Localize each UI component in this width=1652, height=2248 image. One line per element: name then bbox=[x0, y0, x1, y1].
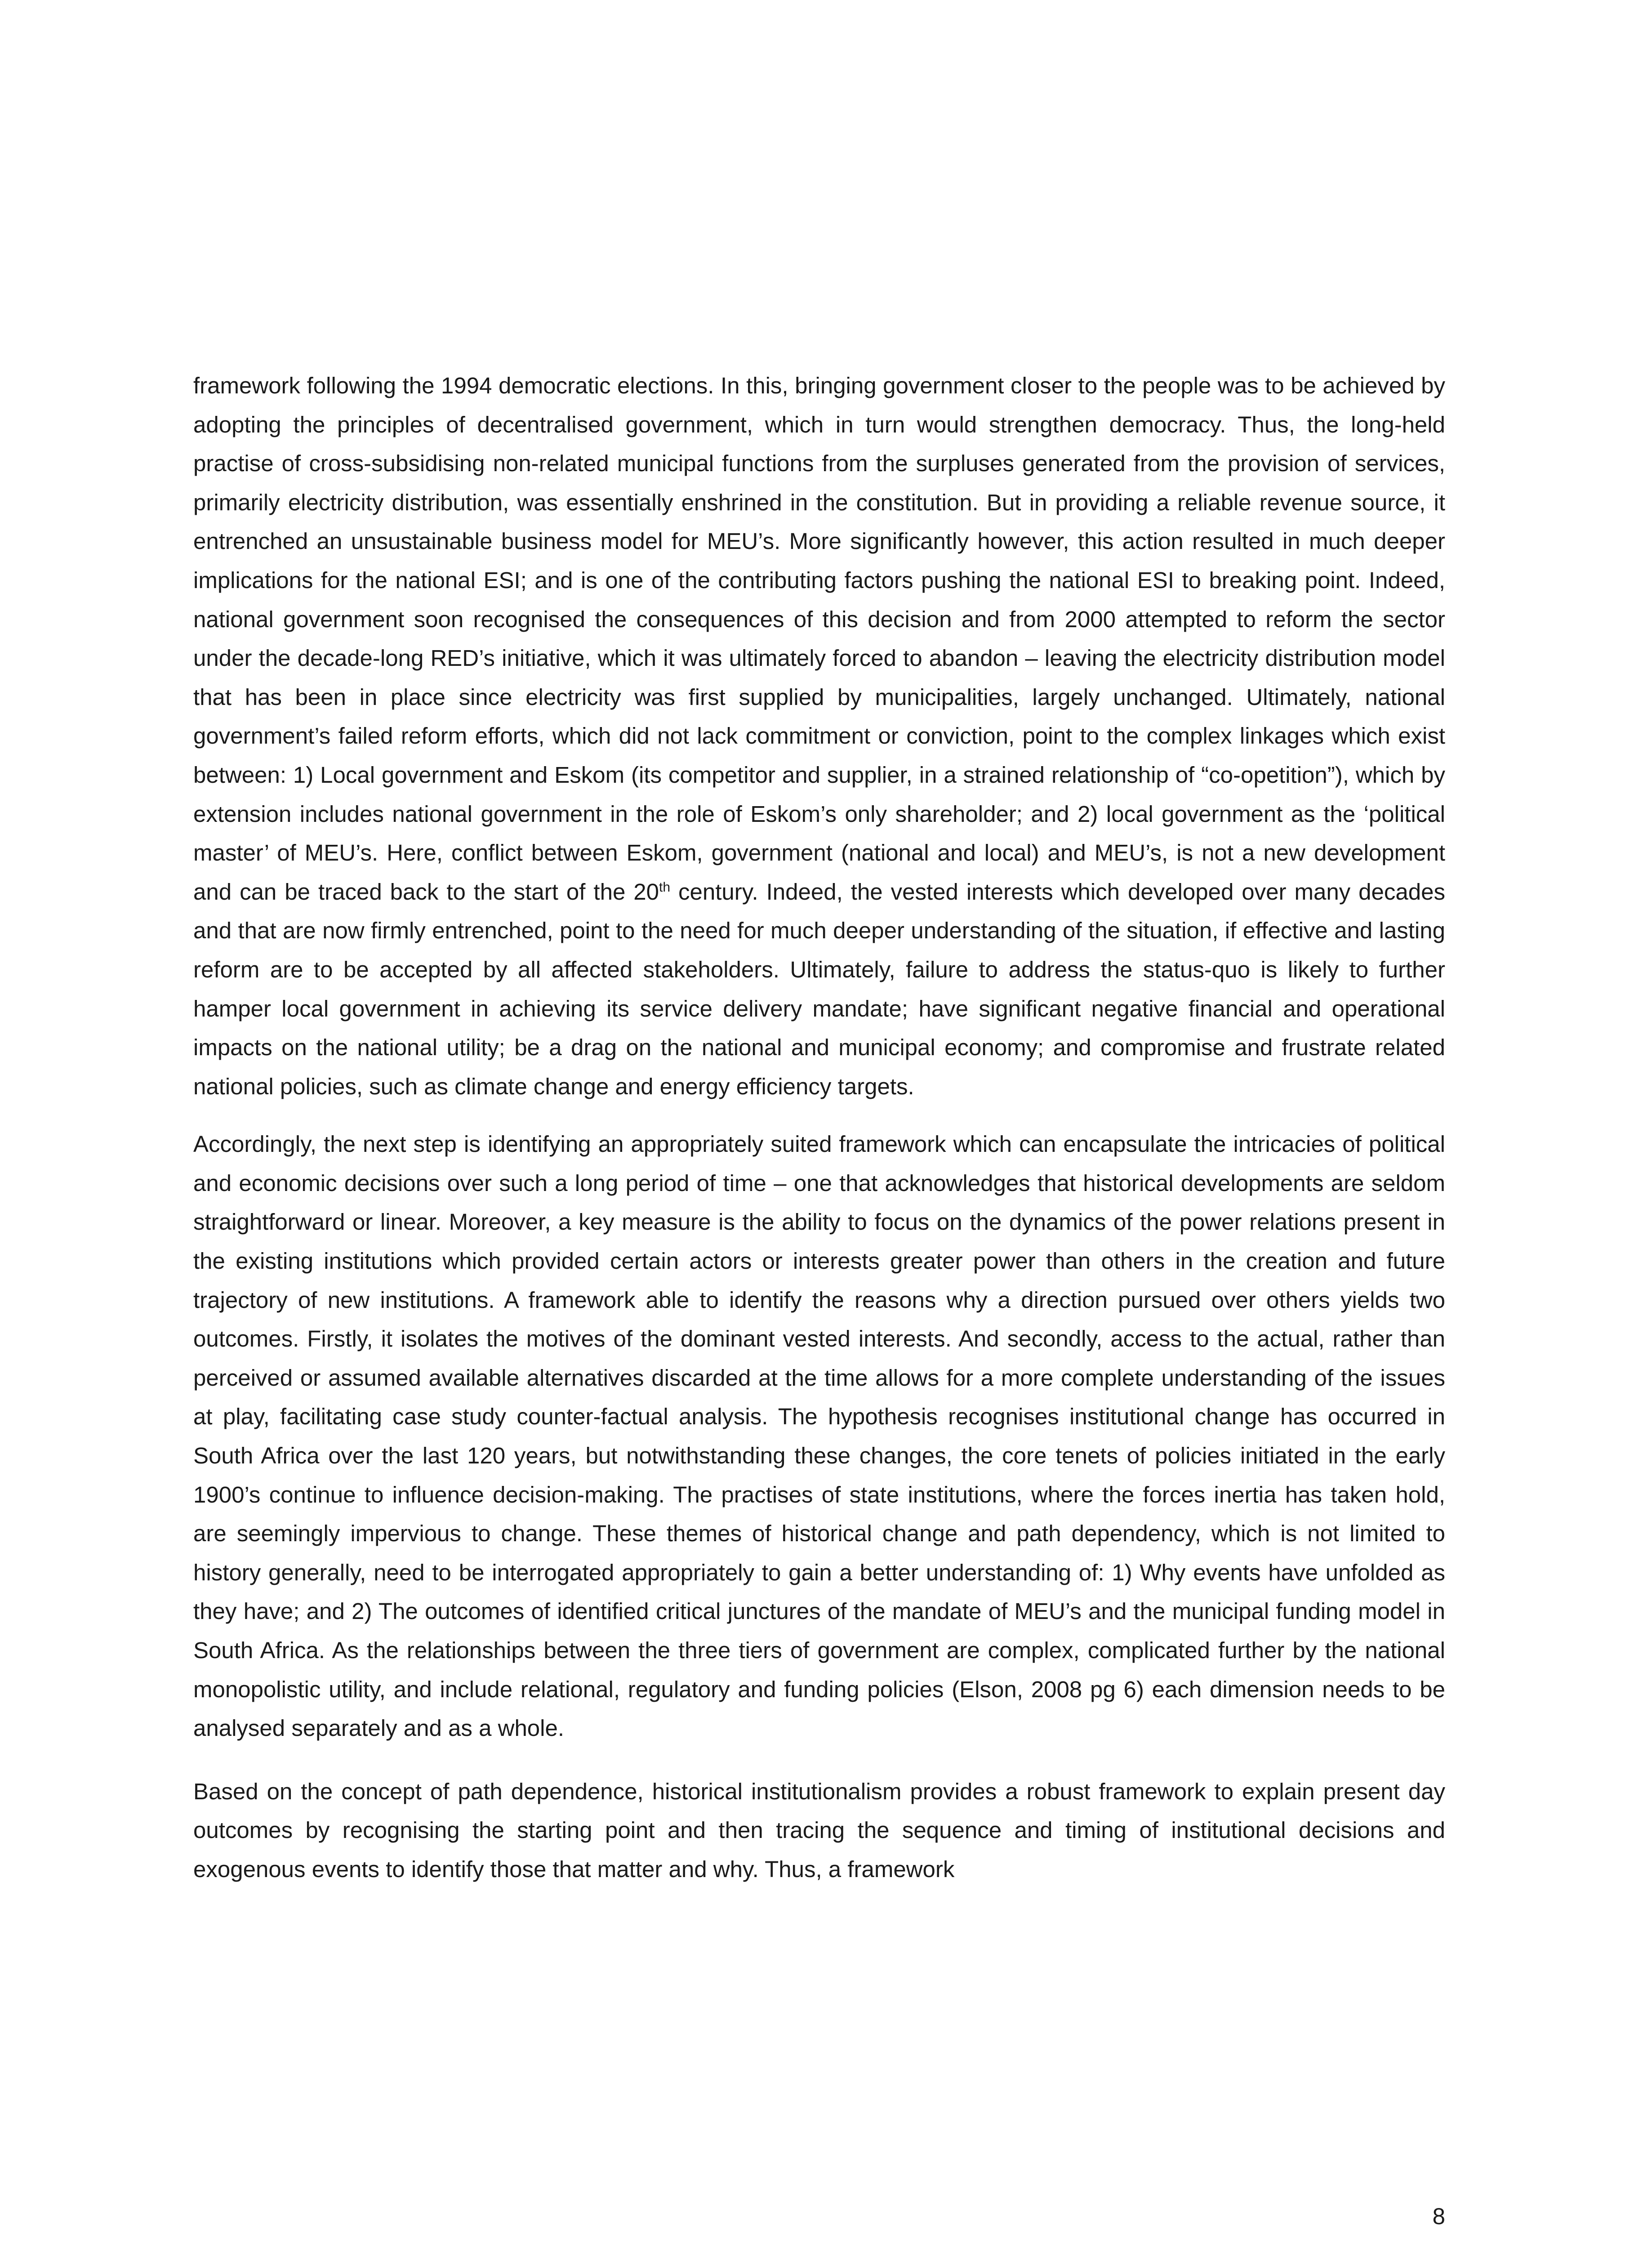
body-text bbox=[193, 366, 1445, 1908]
paragraph-1-text-b: century. Indeed, the vested interests which developed over many decades and that are now firmly entrenched, point to the need for much deeper understanding of the situation, if effective and lasting reform are to be accepted by all affected stakeholders. Ultimately, failure to address the status-quo is likely to further hamper local government in achieving its service delivery mandate; have significant negative financial and operational impacts on the national utility; be a drag on the national and municipal economy; and compromise and frustrate related national policies, such as climate change and energy efficiency targets. bbox=[193, 879, 1445, 1099]
paragraph-1 bbox=[193, 366, 1445, 1106]
paragraph-2: Accordingly, the next step is identifying an appropriately suited framework which can encapsulate the intricacies of political and economic decisions over such a long period of time – one that acknowledges that historical developments are seldom straightforward or linear. Moreover, a key measure is the ability to focus on the dynamics of the power relations present in the existing institutions which provided certain actors or interests greater power than others in the creation and future trajectory of new institutions. A framework able to identify the reasons why a direction pursued over others yields two outcomes. Firstly, it isolates the motives of the dominant vested interests. And secondly, access to the actual, rather than perceived or assumed available alternatives discarded at the time allows for a more complete understanding of the issues at play, facilitating case study counter-factual analysis. The hypothesis recognises institutional change has occurred in South Africa over the last 120 years, but notwithstanding these changes, the core tenets of policies initiated in the early 1900’s continue to influence decision-making. The practises of state institutions, where the forces inertia has taken hold, are seemingly impervious to change. These themes of historical change and path dependency, which is not limited to history generally, need to be interrogated appropriately to gain a better understanding of: 1) Why events have unfolded as they have; and 2) The outcomes of identified critical junctures of the mandate of MEU’s and the municipal funding model in South Africa. As the relationships between the three tiers of government are complex, complicated further by the national monopolistic utility, and include relational, regulatory and funding policies (Elson, 2008 pg 6) each dimension needs to be analysed separately and as a whole. bbox=[193, 1131, 1445, 1741]
paragraph-3: Based on the concept of path dependence, historical institutionalism provides a robust framework to explain present day outcomes by recognising the starting point and then tracing the sequence and timing of institutional decisions and exogenous events to identify those that matter and why. Thus, a framework bbox=[193, 1778, 1445, 1882]
ordinal-superscript: th bbox=[659, 879, 671, 895]
page-number: 8 bbox=[1432, 2203, 1445, 2229]
paragraph-1-text-a: framework following the 1994 democratic elections. In this, bringing government closer to the people was to be achieved by adopting the principles of decentralised government, which in turn would strengthen democracy. Thus, the long-held practise of cross-subsidising non-related municipal functions from the surpluses generated from the provision of services, primarily electricity distribution, was essentially enshrined in the constitution. But in providing a reliable revenue source, it entrenched an unsustainable business model for MEU’s. More significantly however, this action resulted in much deeper implications for the national ESI; and is one of the contributing factors pushing the national ESI to breaking point. Indeed, national government soon recognised the consequences of this decision and from 2000 attempted to reform the sector under the decade-long RED’s initiative, which it was ultimately forced to abandon – leaving the electricity distribution model that has been in place since electricity was first supplied by municipalities, largely unchanged. Ultimately, national government’s failed reform efforts, which did not lack commitment or conviction, point to the complex linkages which exist between: 1) Local government and Eskom (its competitor and supplier, in a strained relationship of “co-opetition”), which by extension includes national government in the role of Eskom’s only shareholder; and 2) local government as the ‘political master’ of MEU’s. Here, conflict between Eskom, government (national and local) and MEU’s, is not a new development and can be traced back to the start of the 20 bbox=[193, 373, 1445, 905]
